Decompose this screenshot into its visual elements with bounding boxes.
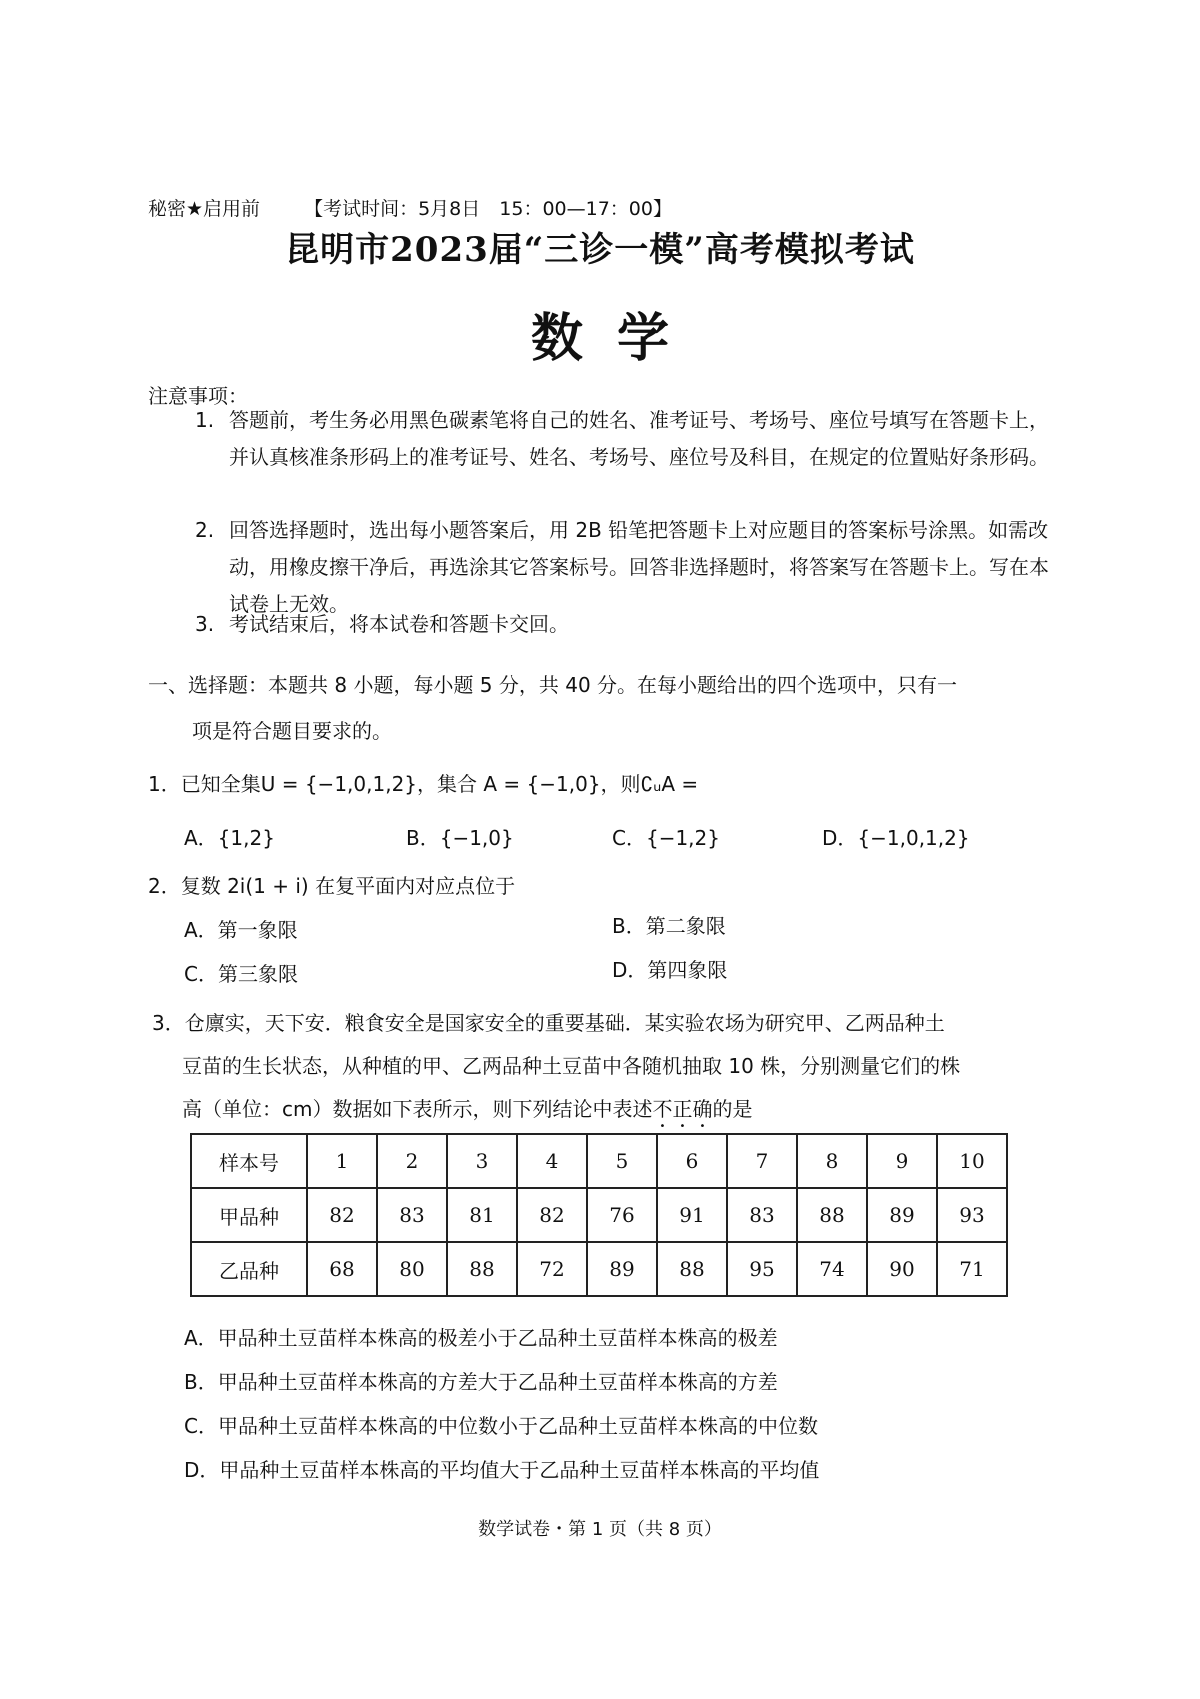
- emphasis-text: 不正确: [652, 1097, 713, 1121]
- table-cell: 9: [867, 1134, 937, 1188]
- table-cell: 样本号: [191, 1134, 307, 1188]
- exam-title: 昆明市2023届“三诊一模”高考模拟考试: [285, 230, 915, 270]
- table-cell: 83: [377, 1188, 447, 1242]
- subject-title: 数学: [530, 308, 703, 369]
- notice-item-number: 3.: [195, 612, 215, 636]
- table-cell: 乙品种: [191, 1242, 307, 1296]
- secret-label: 秘密★启用前: [148, 198, 261, 220]
- table-cell: 3: [447, 1134, 517, 1188]
- notice-title: 注意事项：: [148, 384, 248, 408]
- table-cell: 8: [797, 1134, 867, 1188]
- table-cell: 95: [727, 1242, 797, 1296]
- table-cell: 1: [307, 1134, 377, 1188]
- question-1-stem: 1．已知全集U = {−1,0,1,2}，集合 A = {−1,0}，则∁ᵤA =: [148, 772, 699, 796]
- table-cell: 72: [517, 1242, 587, 1296]
- question-1-option-d: D．{−1,0,1,2}: [822, 826, 970, 850]
- table-cell: 74: [797, 1242, 867, 1296]
- table-cell: 80: [377, 1242, 447, 1296]
- table-cell: 88: [657, 1242, 727, 1296]
- table-cell: 89: [587, 1242, 657, 1296]
- question-3-option-d: D．甲品种土豆苗样本株高的平均值大于乙品种土豆苗样本株高的平均值: [184, 1458, 820, 1482]
- table-cell: 71: [937, 1242, 1007, 1296]
- question-3-text: 高（单位：cm）数据如下表所示，则下列结论中表述: [182, 1097, 653, 1121]
- question-2-option-b: B．第二象限: [612, 914, 726, 938]
- table-row: [191, 1188, 1007, 1242]
- question-1-option-c: C．{−1,2}: [612, 826, 720, 850]
- question-3-stem: [152, 1002, 1052, 1132]
- section-heading: [148, 662, 1048, 754]
- notice-item: [195, 402, 1050, 476]
- notice-item-number: 1.: [195, 408, 215, 432]
- table-cell: 4: [517, 1134, 587, 1188]
- table-cell: 甲品种: [191, 1188, 307, 1242]
- exam-time: 【考试时间：5月8日 15：00—17：00】: [304, 198, 672, 220]
- table-cell: 88: [447, 1242, 517, 1296]
- table-cell: 93: [937, 1188, 1007, 1242]
- table-cell: 90: [867, 1242, 937, 1296]
- page-footer: 数学试卷・第 1 页（共 8 页）: [478, 1519, 722, 1540]
- table-cell: 82: [307, 1188, 377, 1242]
- question-1-option-b: B．{−1,0}: [406, 826, 514, 850]
- question-3-option-b: B．甲品种土豆苗样本株高的方差大于乙品种土豆苗样本株高的方差: [184, 1370, 778, 1394]
- notice-item-number: 2.: [195, 518, 215, 542]
- table-cell: 89: [867, 1188, 937, 1242]
- table-cell: 5: [587, 1134, 657, 1188]
- question-3-option-a: A．甲品种土豆苗样本株高的极差小于乙品种土豆苗样本株高的极差: [184, 1326, 778, 1350]
- table-cell: 91: [657, 1188, 727, 1242]
- table-cell: 6: [657, 1134, 727, 1188]
- section-heading-line: 一、选择题：本题共 8 小题，每小题 5 分，共 40 分。在每小题给出的四个选项中，只有一: [148, 673, 958, 697]
- notice-item: [195, 606, 1050, 643]
- question-2-stem: 2．复数 2i(1 + i) 在复平面内对应点位于: [148, 874, 516, 898]
- table-cell: 83: [727, 1188, 797, 1242]
- question-2-option-a: A．第一象限: [184, 918, 298, 942]
- table-cell: 68: [307, 1242, 377, 1296]
- section-heading-line: 项是符合题目要求的。: [192, 719, 392, 743]
- data-table: [190, 1133, 1008, 1297]
- table-cell: 76: [587, 1188, 657, 1242]
- question-3-line: 豆苗的生长状态，从种植的甲、乙两品种土豆苗中各随机抽取 10 株，分别测量它们的株: [182, 1054, 961, 1078]
- table-cell: 2: [377, 1134, 447, 1188]
- question-2-option-c: C．第三象限: [184, 962, 298, 986]
- question-1-option-a: A．{1,2}: [184, 826, 275, 850]
- question-3-option-c: C．甲品种土豆苗样本株高的中位数小于乙品种土豆苗样本株高的中位数: [184, 1414, 818, 1438]
- notice-item-text: 回答选择题时，选出每小题答案后，用 2B 铅笔把答题卡上对应题目的答案标号涂黑。如需改动，用橡皮擦干净后，再选涂其它答案标号。回答非选择题时，将答案写在答题卡上。写在本试卷上无效。: [229, 518, 1049, 616]
- notice-item-text: 考试结束后，将本试卷和答题卡交回。: [229, 612, 569, 636]
- exam-header: [148, 194, 672, 221]
- table-header-row: [191, 1134, 1007, 1188]
- table-cell: 10: [937, 1134, 1007, 1188]
- notice-item-text: 答题前，考生务必用黑色碳素笔将自己的姓名、准考证号、考场号、座位号填写在答题卡上，并认真核准条形码上的准考证号、姓名、考场号、座位号及科目，在规定的位置贴好条形码。: [229, 408, 1049, 469]
- question-3-line: 3．仓廪实，天下安．粮食安全是国家安全的重要基础．某实验农场为研究甲、乙两品种土: [152, 1011, 945, 1035]
- table-cell: 88: [797, 1188, 867, 1242]
- question-2-option-d: D．第四象限: [612, 958, 728, 982]
- table-row: [191, 1242, 1007, 1296]
- table-cell: 82: [517, 1188, 587, 1242]
- question-3-line: [152, 1088, 1052, 1132]
- question-3-text: 的是: [712, 1097, 753, 1121]
- table-cell: 81: [447, 1188, 517, 1242]
- table-cell: 7: [727, 1134, 797, 1188]
